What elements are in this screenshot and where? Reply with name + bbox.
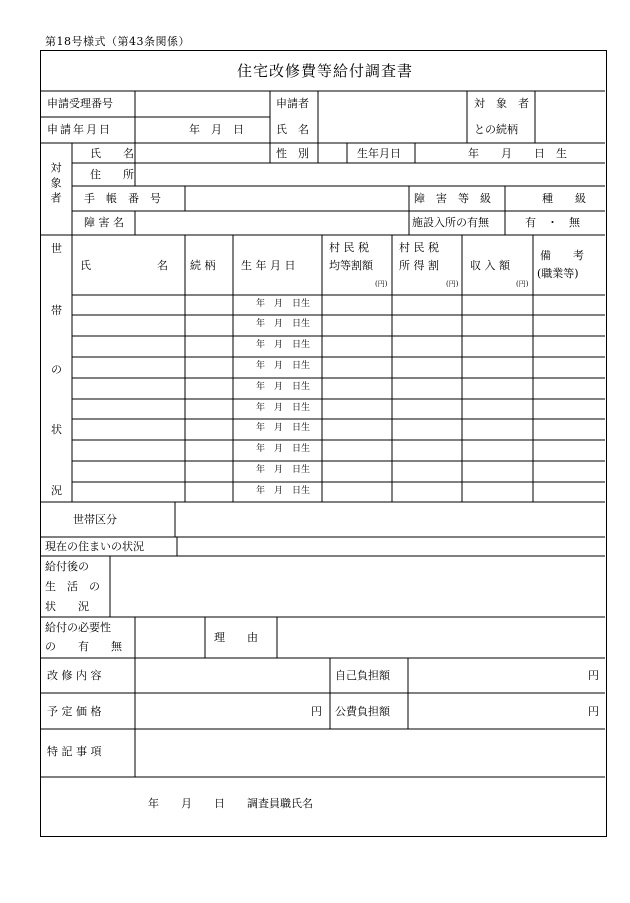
after-living-line2: 生 活 の xyxy=(45,580,100,593)
col-income-header: 収 入 額 xyxy=(470,259,510,272)
col-birth-header: 生 年 月 日 xyxy=(241,259,296,272)
household-class-label: 世帯区分 xyxy=(73,513,117,526)
planned-price-label: 予 定 価 格 xyxy=(47,705,102,718)
birthdate-label: 生年月日 xyxy=(357,147,401,160)
subject-side-label: 対象者 xyxy=(49,162,62,207)
col-tax2-line2: 所 得 割 xyxy=(399,259,439,272)
renovation-label: 改 修 内 容 xyxy=(47,669,102,682)
applicant-name-label: 氏 名 xyxy=(276,123,309,136)
household-side-char-5: 況 xyxy=(51,484,62,497)
household-row-birth-3: 年 月 日生 xyxy=(256,340,311,350)
self-pay-yen: 円 xyxy=(588,669,599,682)
household-row-birth-7: 年 月 日生 xyxy=(256,423,311,433)
grade-units: 種 級 xyxy=(542,192,586,205)
subject-name-label: 氏 名 xyxy=(90,147,134,160)
after-living-line1: 給付後の xyxy=(45,560,89,573)
public-pay-label: 公費負担額 xyxy=(335,705,390,718)
col-tax1-line1: 村 民 税 xyxy=(329,241,369,254)
birthdate-units: 年 月 日 生 xyxy=(468,147,567,160)
receipt-number-label: 申請受理番号 xyxy=(47,97,113,110)
relation-label-line2: との続柄 xyxy=(474,123,518,136)
col-tax1-unit: (円) xyxy=(375,280,388,288)
household-row-birth-10: 年 月 日生 xyxy=(256,486,311,496)
remarks-label: 特 記 事 項 xyxy=(47,745,102,758)
disability-name-label: 障 害 名 xyxy=(84,216,124,229)
household-row-birth-8: 年 月 日生 xyxy=(256,444,311,454)
form-title: 住宅改修費等給付調査書 xyxy=(237,62,414,80)
col-tax1-line2: 均等割額 xyxy=(329,259,373,272)
household-row-birth-2: 年 月 日生 xyxy=(256,319,311,329)
col-remarks-line2: (職業等) xyxy=(537,267,579,280)
application-date-label: 申請年月日 xyxy=(47,123,112,136)
relation-label-line1: 対 象 者 xyxy=(474,97,529,110)
public-pay-yen: 円 xyxy=(588,705,599,718)
self-pay-label: 自己負担額 xyxy=(335,669,390,682)
necessity-line2: の 有 無 xyxy=(45,640,122,653)
household-row-birth-4: 年 月 日生 xyxy=(256,361,311,371)
household-row-birth-6: 年 月 日生 xyxy=(256,403,311,413)
household-row-birth-1: 年 月 日生 xyxy=(256,299,311,309)
handbook-number-label: 手 帳 番 号 xyxy=(84,192,161,205)
address-label: 住 所 xyxy=(90,168,134,181)
col-name-header: 氏 名 xyxy=(80,259,168,272)
household-side-char-3: の xyxy=(51,363,62,376)
col-income-unit: (円) xyxy=(516,280,529,288)
household-row-birth-5: 年 月 日生 xyxy=(256,382,311,392)
applicant-label: 申請者 xyxy=(276,97,309,110)
sex-label: 性 別 xyxy=(276,147,309,160)
form-number: 第18号様式（第43条関係） xyxy=(45,35,190,48)
necessity-line1: 給付の必要性 xyxy=(45,621,111,634)
disability-grade-label: 障 害 等 級 xyxy=(414,192,491,205)
planned-price-yen: 円 xyxy=(311,705,322,718)
household-row-birth-9: 年 月 日生 xyxy=(256,465,311,475)
facility-choice: 有 ・ 無 xyxy=(525,216,580,229)
investigator-signature-line: 年 月 日 調査員職氏名 xyxy=(148,797,313,810)
col-relation-header: 続 柄 xyxy=(190,259,216,272)
household-side-char-1: 世 xyxy=(51,242,62,255)
after-living-line3: 状 況 xyxy=(45,600,89,613)
col-tax2-line1: 村 民 税 xyxy=(399,241,439,254)
reason-label: 理 由 xyxy=(214,631,258,644)
current-housing-label: 現在の住まいの状況 xyxy=(45,540,144,553)
household-side-char-4: 状 xyxy=(51,423,62,436)
household-side-char-2: 帯 xyxy=(51,304,62,317)
application-date-units: 年 月 日 xyxy=(189,123,244,136)
col-tax2-unit: (円) xyxy=(446,280,459,288)
facility-label: 施設入所の有無 xyxy=(412,216,489,229)
col-remarks-line1: 備 考 xyxy=(540,249,584,262)
